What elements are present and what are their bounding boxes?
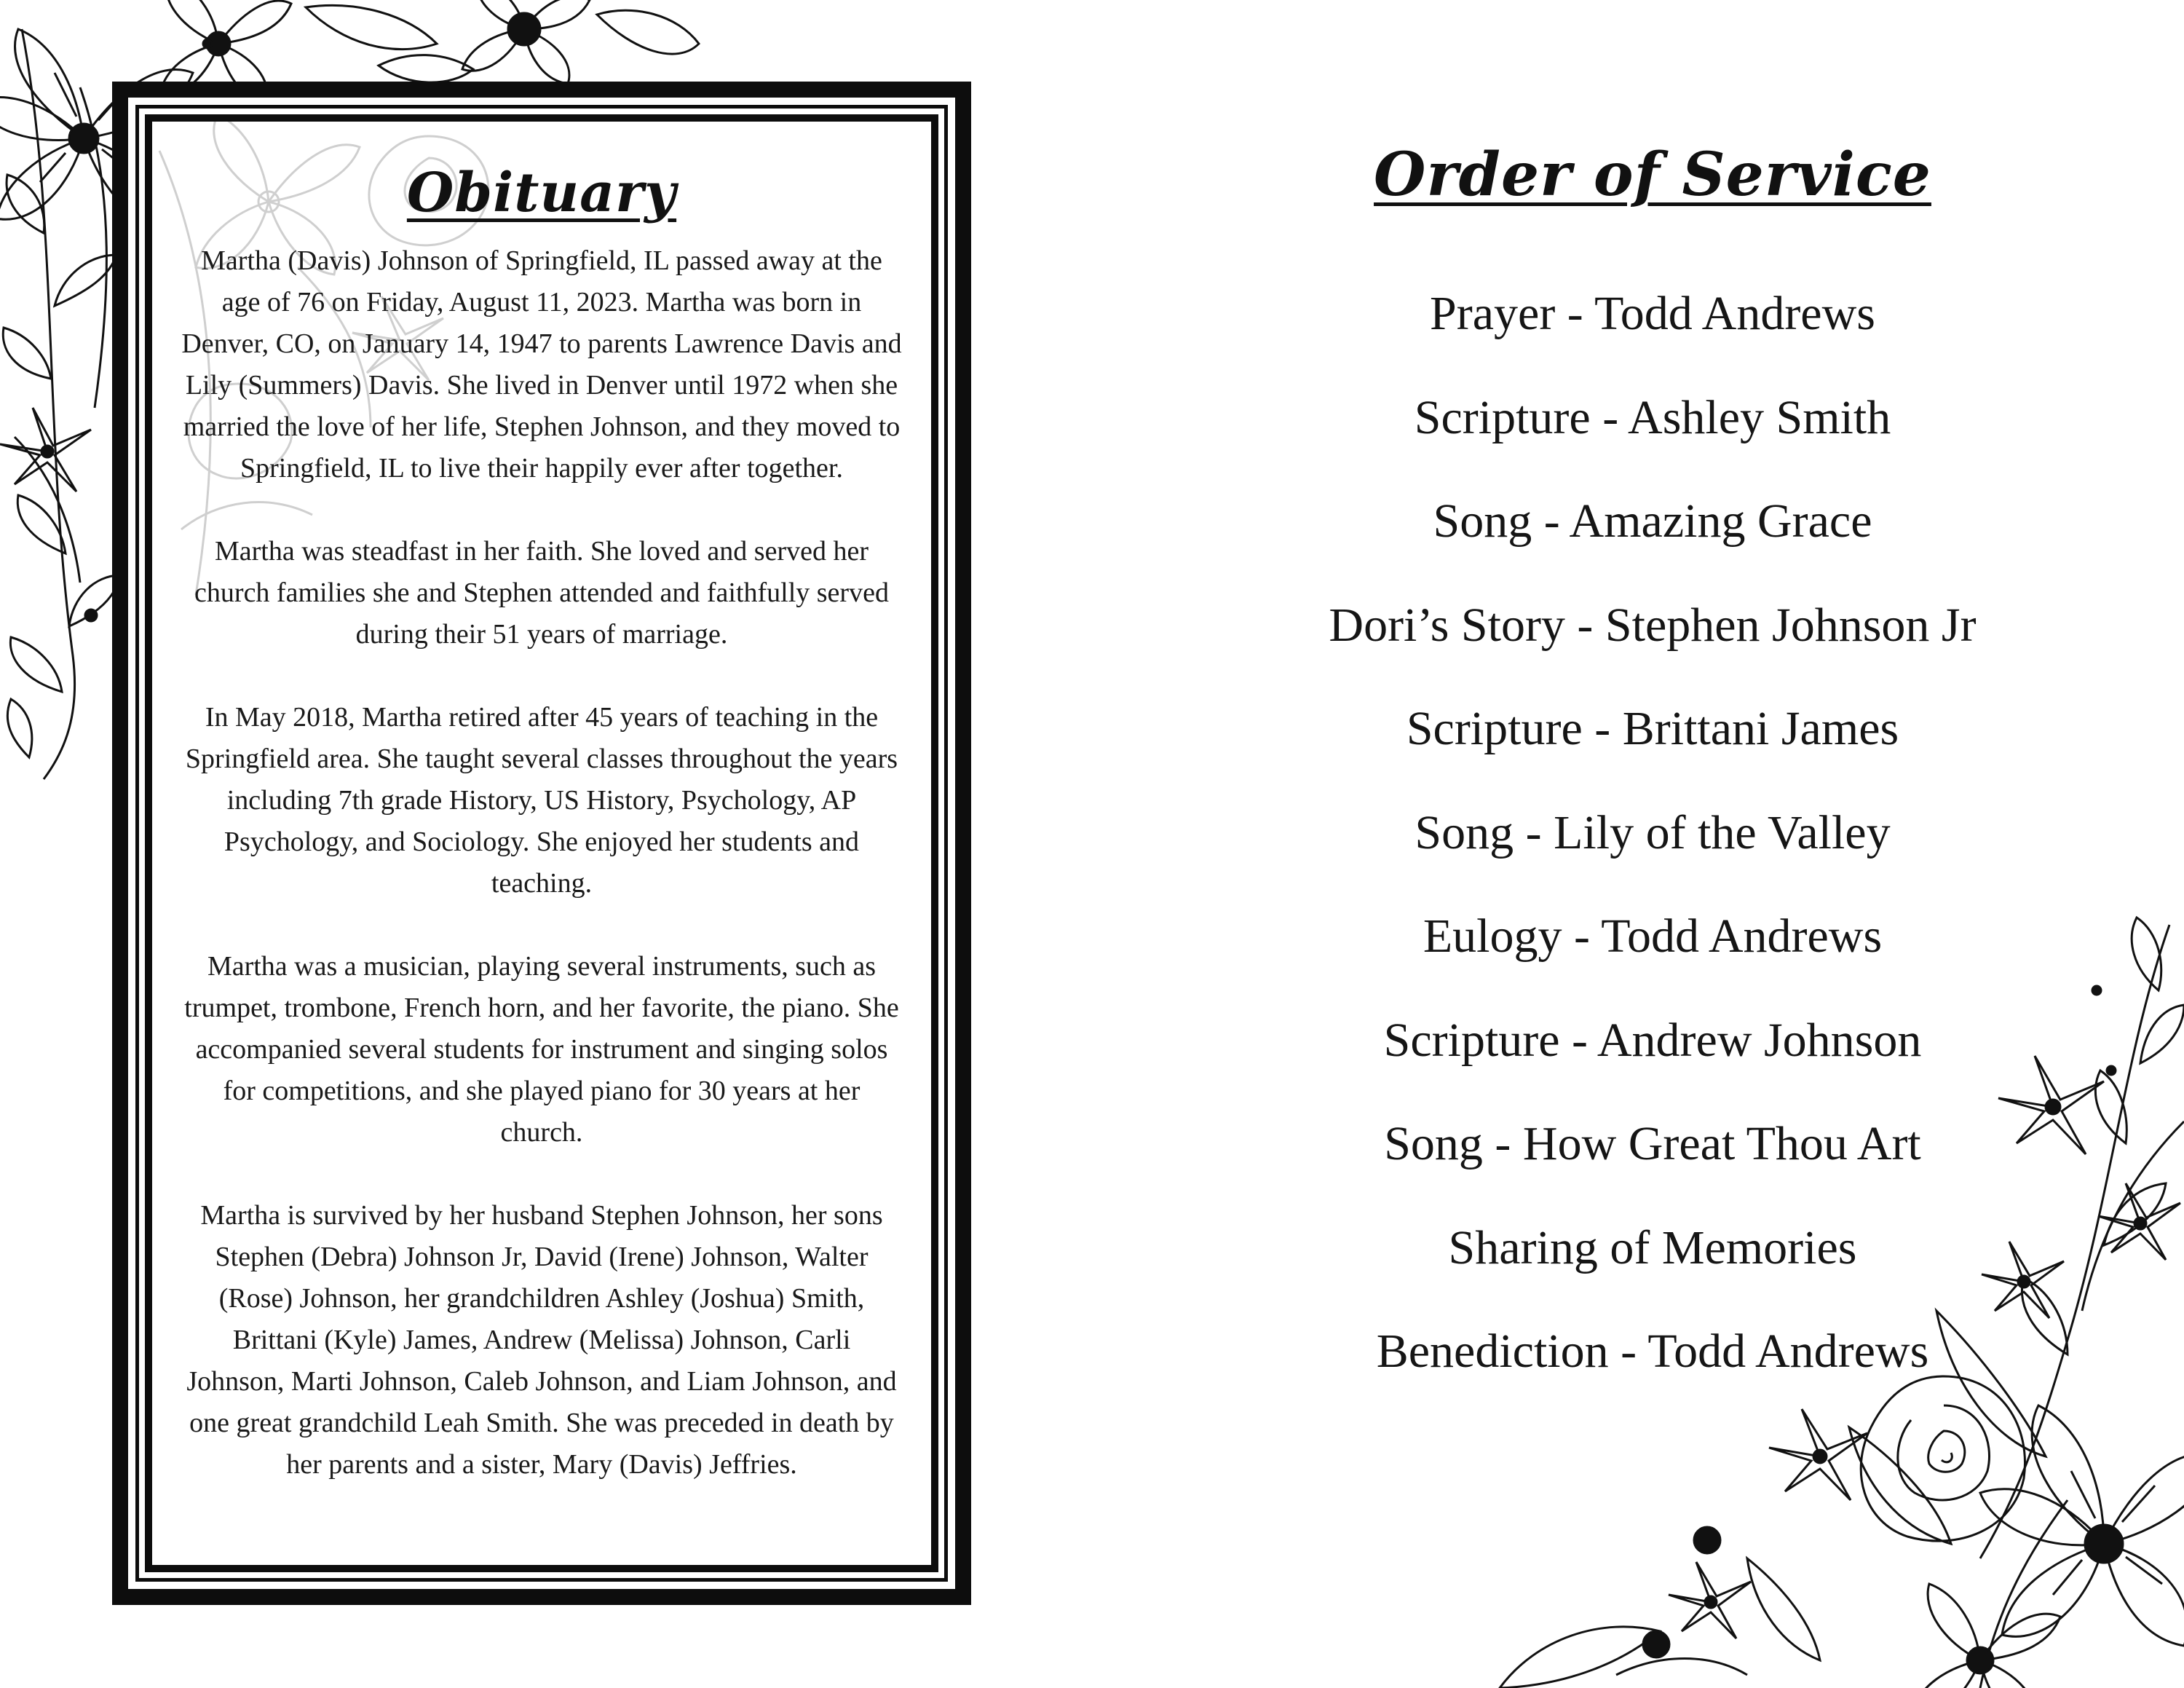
obituary-paragraph: Martha (Davis) Johnson of Springfield, IL passed away at the age of 76 on Friday, August 11, 2023. Martha was born in Denver, CO, on January 14, 1947 to parents Lawrence Davis and Lily (Summers) Davis. She lived in Denver until 1972 when she married the love of her life, Stephen Johnson, and they moved to Springfield, IL to live their happily ever after together. [181,245,902,484]
obituary-paragraph: Martha was a musician, playing several instruments, such as trumpet, trombone, French horn, and her favorite, the piano. She accompanied several students for instrument and singing solos for competitions, and she played piano for 30 years at her church. [184,951,899,1148]
service-item: Eulogy - Todd Andrews [1423,910,1883,963]
service-item: Scripture - Andrew Johnson [1383,1013,1922,1067]
obituary-paragraph: Martha is survived by her husband Stephen Johnson, her sons Stephen (Debra) Johnson Jr, David (Irene) Johnson, Walter (Rose) Johnson, her grandchildren Ashley (Joshua) Smith, Brittani (Kyle) James, Andrew (Melissa) Johnson, Carli Johnson, Marti Johnson, Caleb Johnson, and Liam Johnson, and one great grandchild Leah Smith. She was preceded in death by her parents and a sister, Mary (Davis) Jeffries. [186,1200,897,1480]
service-item: Dori’s Story - Stephen Johnson Jr [1329,598,1977,652]
service-item: Song - Amazing Grace [1433,494,1872,548]
order-of-service-title: Order of Service [1374,140,1931,210]
service-item: Scripture - Ashley Smith [1414,390,1891,444]
obituary-panel [145,114,938,1572]
service-item: Song - Lily of the Valley [1415,805,1891,859]
obituary-paragraph: In May 2018, Martha retired after 45 years of teaching in the Springfield area. She taught several classes throughout the years including 7th grade History, US History, Psychology, AP Psychology, and Sociology. She enjoyed her students and teaching. [185,702,898,899]
obituary-content [181,162,902,1543]
obituary-paragraph: Martha was steadfast in her faith. She loved and served her church families she and Stephen attended and faithfully served during their 51 years of marriage. [194,536,889,650]
obituary-frame [112,82,971,1605]
order-of-service-list [1238,262,2068,1404]
service-item: Sharing of Memories [1448,1220,1857,1274]
service-item: Prayer - Todd Andrews [1430,287,1875,340]
obituary-title: Obituary [406,162,677,224]
service-item: Scripture - Brittani James [1406,702,1899,755]
service-item: Song - How Great Thou Art [1384,1117,1921,1170]
service-item: Benediction - Todd Andrews [1376,1325,1929,1378]
